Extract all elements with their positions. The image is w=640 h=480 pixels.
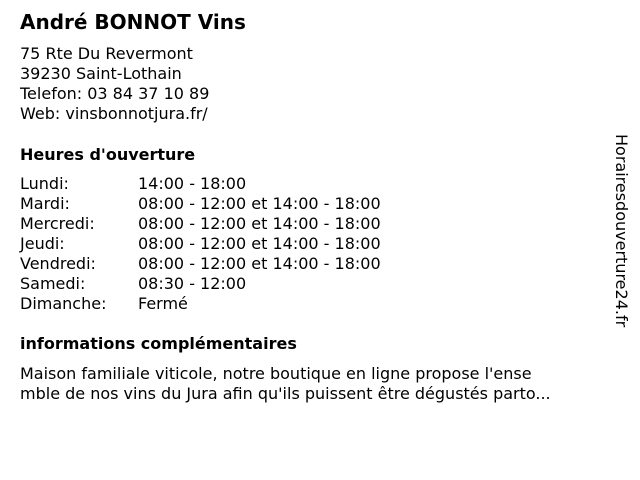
website-link[interactable]: Web: vinsbonnotjura.fr/ xyxy=(20,104,208,123)
hours-day: Mercredi: xyxy=(20,214,95,233)
hours-time: 08:00 - 12:00 et 14:00 - 18:00 xyxy=(138,214,381,233)
hours-time: 14:00 - 18:00 xyxy=(138,174,247,193)
info-line-2: mble de nos vins du Jura afin qu'ils puissent être dégustés parto... xyxy=(20,384,551,403)
additional-info-heading: informations complémentaires xyxy=(20,334,297,353)
hours-time: 08:00 - 12:00 et 14:00 - 18:00 xyxy=(138,234,381,253)
hours-day: Mardi: xyxy=(20,194,70,213)
address-street: 75 Rte Du Revermont xyxy=(20,44,193,63)
hours-time: 08:00 - 12:00 et 14:00 - 18:00 xyxy=(138,254,381,273)
watermark-site-name: Horairesdouverture24.fr xyxy=(612,134,631,328)
phone-number: Telefon: 03 84 37 10 89 xyxy=(20,84,210,103)
hours-day: Samedi: xyxy=(20,274,86,293)
business-name: André BONNOT Vins xyxy=(20,10,246,34)
opening-hours-heading: Heures d'ouverture xyxy=(20,145,196,164)
hours-day: Vendredi: xyxy=(20,254,96,273)
hours-time: 08:00 - 12:00 et 14:00 - 18:00 xyxy=(138,194,381,213)
business-address-block xyxy=(20,44,209,124)
hours-day: Lundi: xyxy=(20,174,69,193)
hours-day: Jeudi: xyxy=(20,234,65,253)
address-city: 39230 Saint-Lothain xyxy=(20,64,182,83)
hours-time: Fermé xyxy=(138,294,188,313)
additional-info-text xyxy=(20,364,551,404)
info-line-1: Maison familiale viticole, notre boutique en ligne propose l'ense xyxy=(20,364,532,383)
hours-time: 08:30 - 12:00 xyxy=(138,274,247,293)
hours-day: Dimanche: xyxy=(20,294,107,313)
